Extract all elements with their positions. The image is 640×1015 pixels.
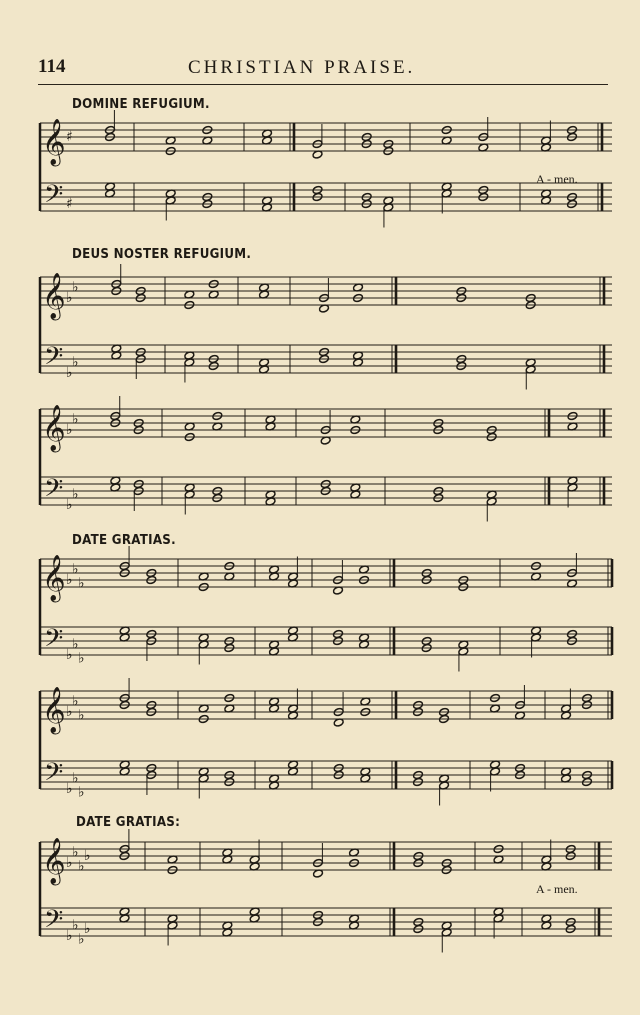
flat-icon: ♭ (72, 636, 79, 653)
bass-clef-icon: 𝄢 (44, 758, 64, 793)
bass-clef-icon: 𝄢 (44, 474, 64, 509)
flat-icon: ♭ (66, 855, 73, 871)
flat-icon: ♭ (84, 848, 91, 864)
treble-clef-icon: 𝄞 (42, 555, 66, 601)
treble-clef-icon: 𝄞 (42, 687, 66, 733)
treble-clef-icon: 𝄞 (42, 405, 66, 451)
flat-icon: ♭ (66, 928, 73, 944)
running-title: CHRISTIAN PRAISE. (188, 57, 416, 78)
amen-lyric-1: A - men. (536, 172, 578, 186)
flat-icon: ♭ (72, 770, 79, 787)
flat-icon: ♭ (66, 365, 73, 381)
bass-clef-icon: 𝄢 (44, 624, 64, 659)
sharp-icon: ♯ (66, 196, 73, 212)
bass-clef-icon: 𝄢 (44, 905, 64, 940)
flat-icon: ♭ (66, 290, 73, 306)
sharp-icon: ♯ (66, 129, 73, 145)
flat-icon: ♭ (66, 647, 73, 663)
flat-icon: ♭ (78, 575, 85, 592)
flat-icon: ♭ (66, 781, 73, 797)
bass-clef-icon: 𝄢 (44, 180, 64, 215)
treble-clef-icon: 𝄞 (42, 273, 66, 319)
flat-icon: ♭ (72, 486, 79, 503)
flat-icon: ♭ (66, 497, 73, 513)
section-title-domine-refugium: DOMINE REFUGIUM. (72, 96, 210, 112)
section-title-date-gratias-1: DATE GRATIAS. (72, 532, 176, 548)
flat-icon: ♭ (72, 844, 79, 861)
treble-clef-icon: 𝄞 (42, 119, 66, 165)
flat-icon: ♭ (72, 561, 79, 578)
amen-lyric-2: A - men. (536, 882, 578, 896)
flat-icon: ♭ (66, 704, 73, 720)
flat-icon: ♭ (72, 693, 79, 710)
flat-icon: ♭ (72, 411, 79, 428)
flat-icon: ♭ (78, 784, 85, 801)
flat-icon: ♭ (72, 279, 79, 296)
bass-clef-icon: 𝄢 (44, 342, 64, 377)
flat-icon: ♭ (78, 707, 85, 724)
flat-icon: ♭ (72, 917, 79, 934)
page-number: 114 (38, 56, 66, 77)
flat-icon: ♭ (84, 921, 91, 937)
treble-clef-icon: 𝄞 (42, 838, 66, 884)
flat-icon: ♭ (78, 650, 85, 667)
flat-icon: ♭ (66, 572, 73, 588)
section-title-date-gratias-2: DATE GRATIAS: (76, 814, 181, 830)
flat-icon: ♭ (78, 858, 85, 875)
flat-icon: ♭ (72, 354, 79, 371)
section-title-deus-noster-refugium: DEUS NOSTER REFUGIUM. (72, 246, 252, 262)
flat-icon: ♭ (66, 422, 73, 438)
flat-icon: ♭ (78, 931, 85, 948)
